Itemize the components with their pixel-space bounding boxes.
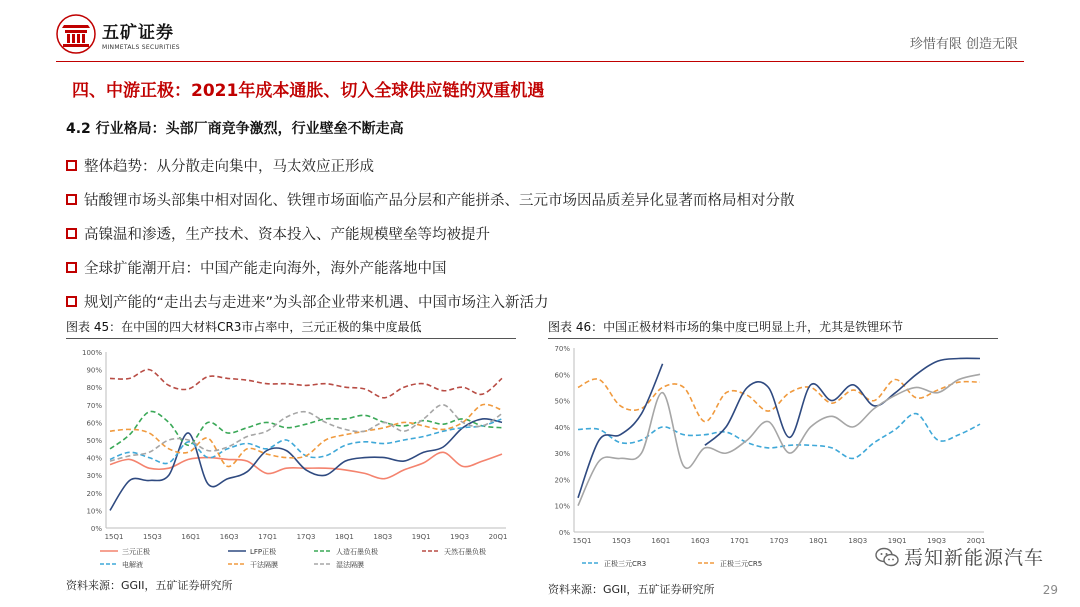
y-tick-label: 10% xyxy=(554,502,570,511)
bullet-text: 全球扩能潮开启：中国产能走向海外，海外产能落地中国 xyxy=(84,260,447,277)
x-tick-label: 18Q1 xyxy=(334,533,354,541)
x-tick-label: 16Q3 xyxy=(690,537,710,545)
slogan: 珍惜有限 创造无限 xyxy=(909,37,1018,52)
bullet-item xyxy=(66,250,795,284)
left-cr3-line-chart xyxy=(66,340,520,572)
x-tick-label: 16Q3 xyxy=(219,533,239,541)
y-tick-label: 20% xyxy=(554,476,570,485)
legend-label: 正极三元CR3 xyxy=(604,560,647,568)
x-tick-label: 16Q1 xyxy=(181,533,201,541)
x-tick-label: 18Q3 xyxy=(848,537,868,545)
x-tick-label: 17Q3 xyxy=(769,537,789,545)
section-subtitle: 4.2 行业格局：头部厂商竞争激烈，行业壁垒不断走高 xyxy=(66,121,404,137)
x-tick-label: 18Q3 xyxy=(373,533,393,541)
y-tick-label: 70% xyxy=(554,345,570,353)
series-line xyxy=(110,419,502,511)
y-tick-label: 50% xyxy=(554,397,570,406)
bullet-text: 高镍温和渗透，生产技术、资本投入、产能规模壁垒等均被提升 xyxy=(84,226,490,243)
page-title: 四、中游正极：2021年成本通胀、切入全球供应链的双重机遇 xyxy=(72,81,545,101)
series-line xyxy=(110,419,502,464)
x-tick-label: 19Q3 xyxy=(450,533,470,541)
x-tick-label: 17Q1 xyxy=(258,533,278,541)
bullet-box-icon xyxy=(66,228,77,239)
bullet-box-icon xyxy=(66,262,77,273)
right-concentration-line-chart xyxy=(548,340,998,572)
legend-label: 正极三元CR5 xyxy=(720,560,763,568)
legend-label: 人造石墨负极 xyxy=(336,548,378,556)
bullet-box-icon xyxy=(66,296,77,307)
bullet-item xyxy=(66,182,795,216)
x-tick-label: 17Q1 xyxy=(730,537,750,545)
y-tick-label: 20% xyxy=(86,489,102,498)
series-line xyxy=(578,358,980,497)
y-tick-label: 60% xyxy=(86,419,102,428)
y-tick-label: 30% xyxy=(554,450,570,459)
legend-label: 干法隔膜 xyxy=(250,561,278,569)
watermark-text: 焉知新能源汽车 xyxy=(903,547,1044,569)
bullet-item xyxy=(66,216,795,250)
header-divider xyxy=(56,61,1024,62)
y-tick-label: 30% xyxy=(86,472,102,481)
brand-logo xyxy=(56,14,180,54)
bullet-box-icon xyxy=(66,194,77,205)
legend-label: 湿法隔膜 xyxy=(336,561,364,569)
bullet-item xyxy=(66,148,795,182)
x-tick-label: 16Q1 xyxy=(651,537,671,545)
logo-en-text: MINMETALS SECURITIES xyxy=(102,43,180,51)
legend-label: 三元正极 xyxy=(122,548,150,556)
page-number: 29 xyxy=(1042,583,1058,597)
left-source: 资料来源：GGII，五矿证券研究所 xyxy=(66,579,233,592)
y-tick-label: 60% xyxy=(554,371,570,380)
right-caption-divider xyxy=(548,338,998,339)
y-tick-label: 40% xyxy=(554,423,570,432)
bullet-box-icon xyxy=(66,160,77,171)
legend-label: 天然石墨负极 xyxy=(444,548,486,556)
right-chart-caption: 图表 46：中国正极材料市场的集中度已明显上升，尤其是铁锂环节 xyxy=(548,320,904,334)
y-tick-label: 80% xyxy=(86,384,102,393)
x-tick-label: 19Q1 xyxy=(411,533,431,541)
legend-label: 电解液 xyxy=(122,561,143,569)
y-tick-label: 70% xyxy=(86,401,102,410)
series-line xyxy=(578,374,980,505)
legend-label: LFP正极 xyxy=(250,548,277,556)
y-tick-label: 100% xyxy=(81,349,102,357)
bullet-text: 规划产能的“走出去与走进来”为头部企业带来机遇、中国市场注入新活力 xyxy=(84,294,549,311)
x-tick-label: 17Q3 xyxy=(296,533,316,541)
x-tick-label: 20Q1 xyxy=(488,533,508,541)
x-tick-label: 20Q1 xyxy=(966,537,986,545)
y-tick-label: 90% xyxy=(86,366,102,375)
y-tick-label: 10% xyxy=(86,507,102,516)
series-line xyxy=(110,404,502,466)
x-tick-label: 15Q1 xyxy=(104,533,124,541)
minmetals-logo-icon xyxy=(56,14,96,54)
y-tick-label: 0% xyxy=(558,529,570,537)
x-tick-label: 15Q3 xyxy=(142,533,162,541)
bullet-item xyxy=(66,284,795,318)
right-source: 资料来源：GGII，五矿证券研究所 xyxy=(548,583,715,596)
wechat-icon xyxy=(874,544,900,570)
bullet-text: 钴酸锂市场头部集中相对固化、铁锂市场面临产品分层和产能拼杀、三元市场因品质差异化显著而格局相对分散 xyxy=(84,192,795,209)
y-tick-label: 40% xyxy=(86,454,102,463)
left-chart-caption: 图表 45：在中国的四大材料CR3市占率中，三元正极的集中度最低 xyxy=(66,320,422,334)
logo-cn-text: 五矿证券 xyxy=(102,22,174,43)
x-tick-label: 19Q3 xyxy=(927,537,947,545)
left-caption-divider xyxy=(66,338,516,339)
x-tick-label: 19Q1 xyxy=(887,537,907,545)
series-line xyxy=(110,369,502,397)
y-tick-label: 50% xyxy=(86,437,102,445)
x-tick-label: 18Q1 xyxy=(808,537,828,545)
x-tick-label: 15Q3 xyxy=(611,537,631,545)
watermark xyxy=(874,543,1044,570)
x-tick-label: 15Q1 xyxy=(572,537,592,545)
bullet-list xyxy=(66,148,795,318)
y-tick-label: 0% xyxy=(90,525,102,533)
bullet-text: 整体趋势：从分散走向集中，马太效应正形成 xyxy=(84,158,374,175)
